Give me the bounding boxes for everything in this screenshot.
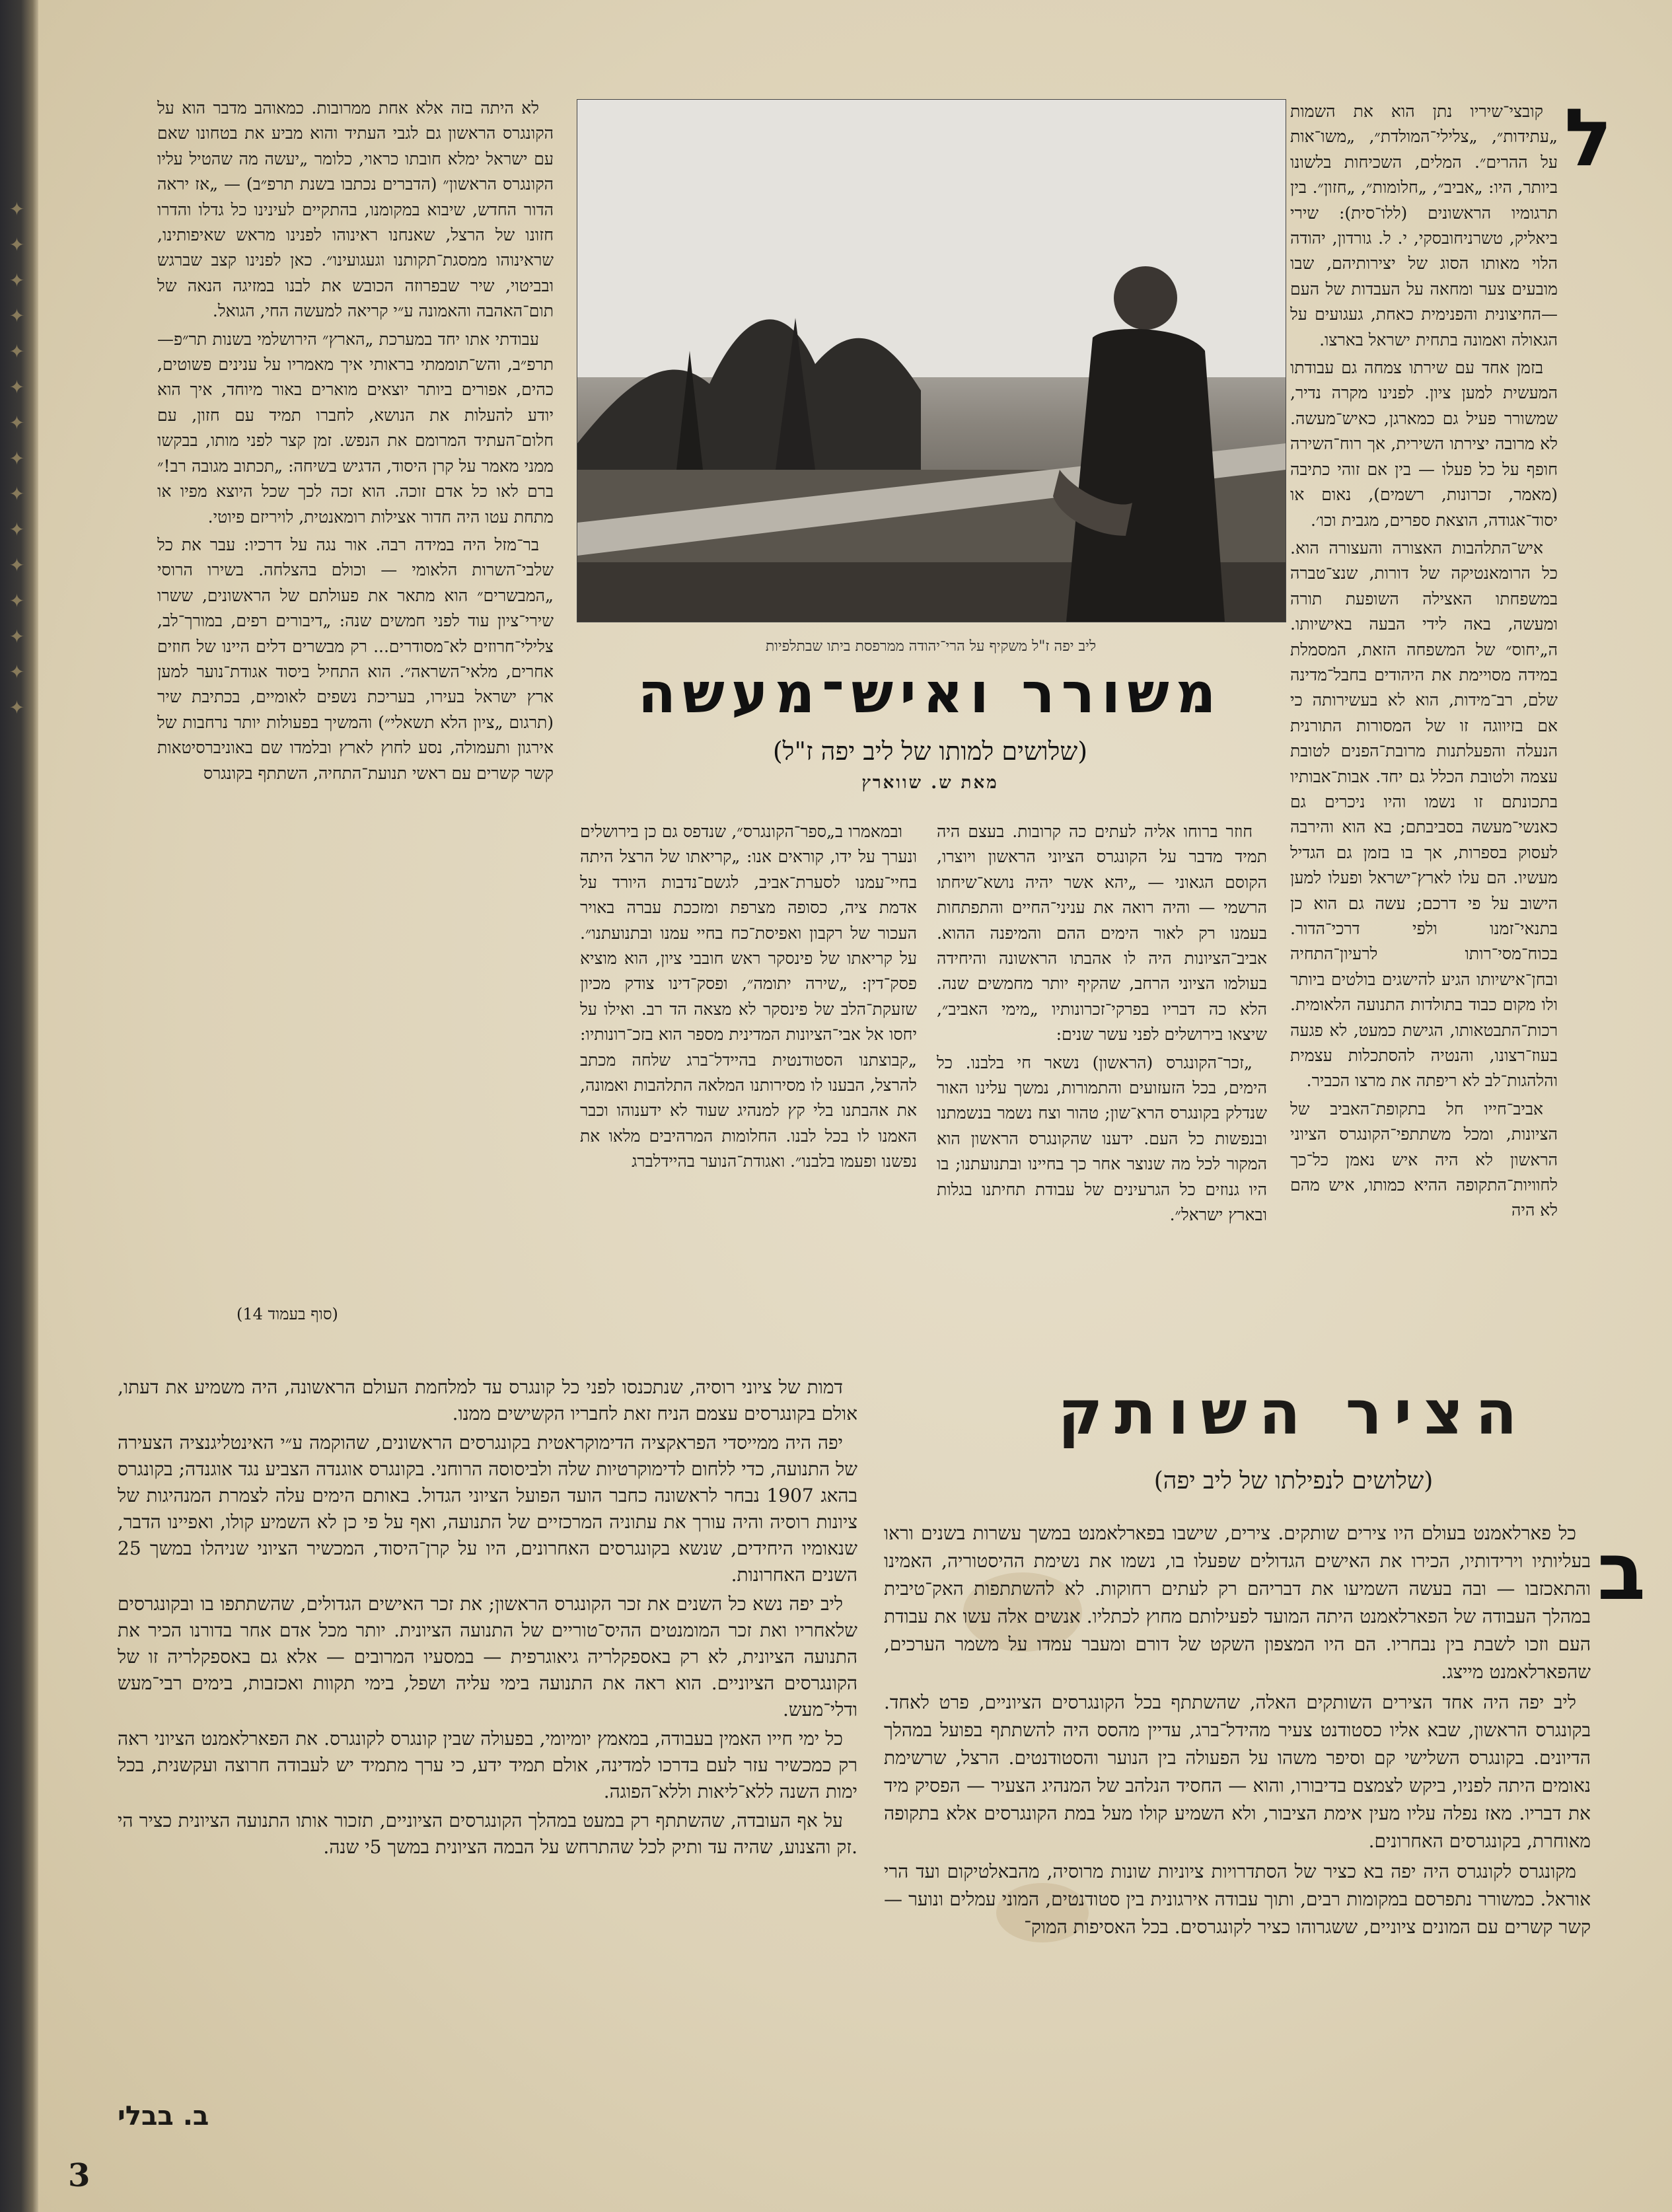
article1-left-column bbox=[157, 96, 554, 1325]
portrait-photo bbox=[577, 99, 1286, 622]
article2-title: הציר השותק bbox=[1058, 1378, 1529, 1448]
paragraph: בזמן אחד עם שירתו צמחה גם עבודתו המעשית למען ציון. לפנינו מקרה נדיר, שמשורר פעיל גם כמארגן, כאיש־מעשה. לא מרובה יצירתו השירית, אך רוח־השירה חופף על כל פעלו — בין אם זוהי כתיבה (מאמר, זכרונות, רשמים), נאום או יסוד־אגודה, הוצאת ספרים, מגבית וכו׳. bbox=[1290, 358, 1558, 530]
photo-illustration bbox=[577, 100, 1286, 622]
article1-mid-right-column bbox=[937, 819, 1267, 1368]
paragraph: איש־התלהבות האצורה והעצורה הוא. כל הרומאנטיקה של דורות, שנצ־טברה במשפחתו האצילה השופעת תורה ומעשה, באה לידי הבעה באישיותו. ה„יחוס״ של המשפחה הזאת, המסמלת במידה מסויימת את היהודים בחבל־מדינה שלם, רב־מידות, הוא לא בעשירותה כי אם בזיווגה זו של המסורות התורנית הנעלה והפעלתנות מרובת־הפנים לטובת עצמה ולטובת הכלל גם יחד. אבות־אבותיו בתכונתם זו נשמו והיו ניכרים גם כאנשי־מעשה בסביבתם; בא הוא והירבה לעסוק בספרות, אך בו בזמן גם הגדיל מעשיו. הם עלו לארץ־ישראל ופעלו למען הישוב על פי דרכם; עשה גם הוא כן בתנאי־זמנו ולפי דרכי־הדור. בכוח־מסי־רותו לרעיון־התחיה ובחן־אישיותו הגיע להישגים בולטים ביותר ולו מקום כבוד בתולדות התנועה הלאומית. רכות־התבטאותו, הגישת כמעט, לא פגעה בעוז־רצונו, והנטיה להסתכלות עצמית והלהגות־לב לא ריפתה את מרצו הכביר. bbox=[1290, 538, 1558, 1091]
dropcap-letter: ל bbox=[1564, 92, 1613, 184]
paragraph: דמות של ציוני רוסיה, שנתכנסו לפני כל קונגרס עד למלחמת העולם הראשונה, היה משמיע את דעתו, אולם בקונגרסים עצמם הניח זאת לחבריו הקשישים ממנו. bbox=[118, 1376, 857, 1424]
magazine-page bbox=[38, 0, 1672, 2212]
paragraph: עבודתי אתו יחד במערכת „הארץ״ הירושלמי בשנות תר״פ—תרפ״ב, והש־תוממתי בראותי איך מאמריו על ענינים פשוטים, כהים, אפורים ביותר יוצאים מוארים באור מיוחד, איך הוא יודע להעלות את הנושא, לחברו תמיד עם חזון, עם חלום־העתיד המרומם את הנפש. זמן קצר לפני מותו, בבקשו ממני מאמר על קרן היסוד, הדגיש בשיחה: „תכתוב מגובה רב!״ ברם לאו כל אדם זוכה. הוא זכה לכך שכל היוצא מפיו או מתחת עטו היה חדור אצילות רומאנטית, לויריזם פיוטי. bbox=[157, 329, 554, 527]
author-signature: ב. בבלי bbox=[118, 2101, 209, 2131]
book-binding bbox=[0, 0, 38, 2212]
page-number: 3 bbox=[68, 2157, 91, 2194]
paragraph: קובצי־שיריו נתן הוא את השמות „עתידות״, „צלילי־המולדת״, „משו־אות על ההרים״. המלים, השכיחות בלשונו ביותר, היו: „אביב״, „חלומות״, „חזון״. בין תרגומיו הראשונים (ללו־סית): שירי ביאליק, טשרניחובסקי, י. ל. גורדון, יהודה הלוי מאותו הסוג של יצירותיהם, שבו מובעים צער ומחאה על העבדות של העם—החיצונית והפנימית כאחת, געגועים על הגאולה ואמונה בתחית ישראל בארצו. bbox=[1290, 102, 1558, 350]
paragraph: לא היתה בזה אלא אחת ממרובות. כמאוהב מדבר הוא על הקונגרס הראשון גם לגבי העתיד והוא מביע את בטחונו שאם עם ישראל ימלא חובתו כראוי, כלומר „יעשה מה שהטיל עליו הקונגרס הראשון״ (הדברים נכתבו בשנת תרפ״ב) — „אז יראה הדור החדש, שיבוא במקומנו, בהתקיים לעינינו כל גדלו והדרו חזונו של הרצל, שאנחנו ראינוהו לפנינו מראש שאיפותינו, שראינוהו ממסגת־תקותנו וגעגועינו״. כאן לפנינו קצב שברגש ובביטוי, שיר שבפרוזה הכובש את לבנו במזיגה הנאה של תום־האהבה והאמונה ע״י קריאה למעשה החי, הגואל. bbox=[157, 98, 554, 321]
paragraph: יפה היה ממייסדי הפראקציה הדימוקראטית בקונגרסים הראשונים, שהוקמה ע״י האינטליגנציה הצעירה של התנועה, כדי ללחום לדימוקרטיות שלה ולביסוסה הרוחני. בקונגרס אוגנדה הצביע נגד אוגנדה; בקונגרס בהאג 1907 נבחר לראשונה כחבר הועד הפועל הציוני הגדול. באותם הימים עלה לצמרת המנהיגות של ציונות רוסיה והיה עורך את עתוניה המרכזיים של התנועה, ואף על פי כן לא השמיע קולו, ואפיינו הדבר, שנאומיו היחידים, שנשא בקונגרסים האחרונים, היו על קרן־היסוד, המכשיר הציוני שניהלו במשך 25 השנים האחרונות. bbox=[118, 1432, 857, 1586]
paragraph: בר־מזל היה במידה רבה. אור נגה על דרכיו: עבר את כל שלבי־השרות הלאומי — וכולם בהצלחה. בשירו הרוסי „המבשרים״ הוא מתאר את פעולתם של הראשונים, ששרו שירי־ציון עוד לפני חמשים שנה: „דיבורים רפים, במורך־לב, צלילי־חרוזים לא־מסודרים... רק מבשרים דלים היינו של חוזים אחרים, מלאי־השראה״. הוא התחיל ביסוד אגודת־נוער למען ארץ ישראל בעירו, בעריכת נשפים לאומיים, בכתיבת שיר (תרגום „ציון הלא תשאלי״) והמשיך בפעולות יותר נרחבות של אירגון ותעמולה, נסע לחוץ לארץ ובלמדו שם באוניברסיטאות קשר קשרים עם ראשי תנועת־התחיה, השתתף בקונגרס bbox=[157, 535, 554, 783]
paragraph: ובמאמרו ב„ספר־הקונגרס״, שנדפס גם כן בירושלים ונערך על ידו, קוראים אנו: „קריאתו של הרצל היתה בחיי־עמנו לסערת־אביב, לגשם־נדבות היורד על אדמת ציה, כסופה מצרפת ומזככת עברה באויר העכור של רקבון ואפיסת־כח בחיי עמנו ובתנועתנו״. על קריאתו של פינסקר ראש חובבי ציון, הוא מוציא פסק־דין: „שירה יתומה״, ופסק־דינו צודק מכיון שזעקת־הלב של פינסקר לא מצאה הד רב. ואילו על יחסו אל אבי־הציונות המדינית מספר הוא בזכ־רונותיו: „קבוצתנו הסטודנטית בהיידל־ברג שלחה מכתב להרצל, הבענו לו מסירותנו המלאה התלהבות ואמונה, את אהבתנו בלי קץ למנהיג שעוד לא ידענוהו וכבר האמנו לו בכל לבנו. החלומות המרהיבים מלאו את נפשנו ופעמו בלבנו״. ואגודת־הנוער בהיידלברג bbox=[580, 822, 917, 1171]
continued-note: (סוף בעמוד 14) bbox=[236, 1305, 338, 1323]
article2-subtitle: (שלושים לנפילתו של ליב יפה) bbox=[1153, 1467, 1434, 1494]
article2-right-column bbox=[884, 1520, 1591, 2180]
dropcap-letter: ב bbox=[1597, 1526, 1646, 1618]
paragraph: „זכר־הקונגרס (הראשון) נשאר חי בלבנו. כל הימים, בכל הזעזועים והתמורות, נמשך עלינו האור שנדלק בקונגרס הרא־שון; טהור וצח נשמר בנשמתנו ובנפשות כל העם. ידענו שהקונגרס הראשון הוא המקור לכל מה שנוצר אחר כך בחיינו ובתנועתנו; בו היו גנוזים כל הגרעינים של עבודת תחיתנו בגלות ובארץ ישראל״. bbox=[937, 1052, 1267, 1225]
article-byline: מאת ש. שווארץ bbox=[861, 773, 999, 793]
paragraph: ליב יפה נשא כל השנים את זכר הקונגרס הראשון; את זכר האישים הגדולים, שהשתתפו בו ובקונגרסים שלאחריו ואת זכר המומנטים ההיס־טוריים של התנועה הציונית. יותר מכל אדם אחר בדורנו הכיר את התנועה הציונית, לא רק באספקלריה גיאוגרפית — במסעיו המרובים — אלא גם באספקלריה זו של הקונגרסים הציוניים. הוא ראה את התנועה בימי עליה ושפל, בימי תקוות ואכזבות, בימים רבי־מעש ודלי־מעש. bbox=[118, 1593, 857, 1720]
paragraph: אביב־חייו חל בתקופת־האביב של הציונות, ומכל משתתפי־הקונגרס הציוני הראשון לא היה איש נאמן כל־כך לחוויות־התקופה ההיא כמותו, איש מהם לא היה bbox=[1290, 1099, 1558, 1220]
paragraph: כל ימי חייו האמין בעבודה, במאמץ יומיומי, בפעולה שבין קונגרס לקונגרס. את הפארלאמנט הציוני ראה רק כמכשיר עזר לעם בדרכו למדינה, אולם תמיד ידע, כי ערך מתמיד יש לעבודה חרוצה ועקשנית, בכל ימות השנה ללא־ליאות וללא־הפוגה. bbox=[118, 1728, 857, 1802]
paragraph: מקונגרס לקונגרס היה יפה בא כציר של הסתדרויות ציוניות שונות מרוסיה, מהבאלטיקום ועד הרי אוראל. כמשורר נתפרסם במקומות רבים, ותוך עבודה אירגונית בין סטודנטים, המוני עמלים ונוער — קשר קשרים עם המונים ציוניים, ששגרוהו כציר לקונגרסים. בכל האסיפות המוק־ bbox=[884, 1861, 1591, 1938]
article1-mid-left-column bbox=[580, 819, 917, 1368]
article-subtitle: (שלושים למותו של ליב יפה ז"ל) bbox=[772, 737, 1088, 766]
article-title: משורר ואיש־מעשה bbox=[637, 661, 1223, 725]
photo-caption: ליב יפה ז"ל משקיף על הרי־יהודה ממרפסת ביתו שבתלפיות bbox=[765, 638, 1097, 655]
paragraph: על אף העובדה, שהשתתף רק במעט במהלך הקונגרסים הציוניים, תזכור אותו התנועה הציונית כציר הי .זק והצנוע, שהיה עד ותיק לכל שהתרחש על הבמה הציונית במשך 5י שנה. bbox=[118, 1810, 857, 1858]
article1-right-column bbox=[1290, 99, 1558, 1374]
binding-decoration: ✦ ✦ ✦ ✦ ✦ ✦ ✦ ✦ ✦ ✦ ✦ ✦ ✦ ✦ ✦ bbox=[6, 198, 28, 723]
paragraph: ליב יפה היה אחד הצירים השותקים האלה, שהשתתף בכל הקונגרסים הציוניים, פרט לאחד. בקונגרס הראשון, שבא אליו כסטודנט צעיר מהידל־ברג, עדיין מהסס היה להשתתף בפועל במהלך הדיונים. בקונגרס השלישי קם וסיפר משהו על הפעולה בין הנוער והסטודנטים. הרצל, שרשימת נאומים היתה לפניו, ביקש לצמצם בדיבורו, והוא — החסיד הנלהב של המנהיג הצעיר — הפסיק מיד את דבריו. מאז נפלה עליו מעין אימת הציבור, ולא השמיע קולו מעל במת הקונגרסים אלא בתקופה מאוחרת, בקונגרסים האחרונים. bbox=[884, 1691, 1591, 1852]
paragraph: חוזר ברוחו אליה לעתים כה קרובות. בעצם היה תמיד מדבר על הקונגרס הציוני הראשון ויוצרו, הקוסם הגאוני — „יהא אשר יהיה נושא־שיחתו הרשמי — והיה רואה את עניני־החיים והתפתחות בעמנו רק לאור הימים ההם והמיפנה ההוא. אביב־הציונות היה לו אהבתו הראשונה והיחידה בעולמו הציוני הרחב, שהקיף יותר מחמשים שנה. הלא כה דבריו בפרקי־זכרונותיו „מימי האביב״, שיצאו בירושלים לפני עשר שנים: bbox=[937, 822, 1267, 1045]
article2-left-column bbox=[118, 1374, 857, 2114]
paragraph: כל פארלאמנט בעולם היו צירים שותקים. צירים, שישבו בפארלאמנט במשך עשרות בשנים וראו בעליותיו וירידותיו, הכירו את האישים הגדולים שפעלו בו, נשמו את נשימת ההיסטוריה, האמינו והתאכזבו — ובה בעשה השמיעו את דבריהם רק לעתים רחוקות. לא להשתתפות האק־טיבית במהלך העבודה של הפארלאמנט היתה המועד לפעילותם מחוץ לכתליו. אנשים אלה עשו את עבודת העם וזכו לשבת בין נבחריו. הם היו המצפון השקט של דורם ומעבר עמדו על משמר הערכים, שהפארלאמנט מייצג. bbox=[884, 1522, 1591, 1683]
